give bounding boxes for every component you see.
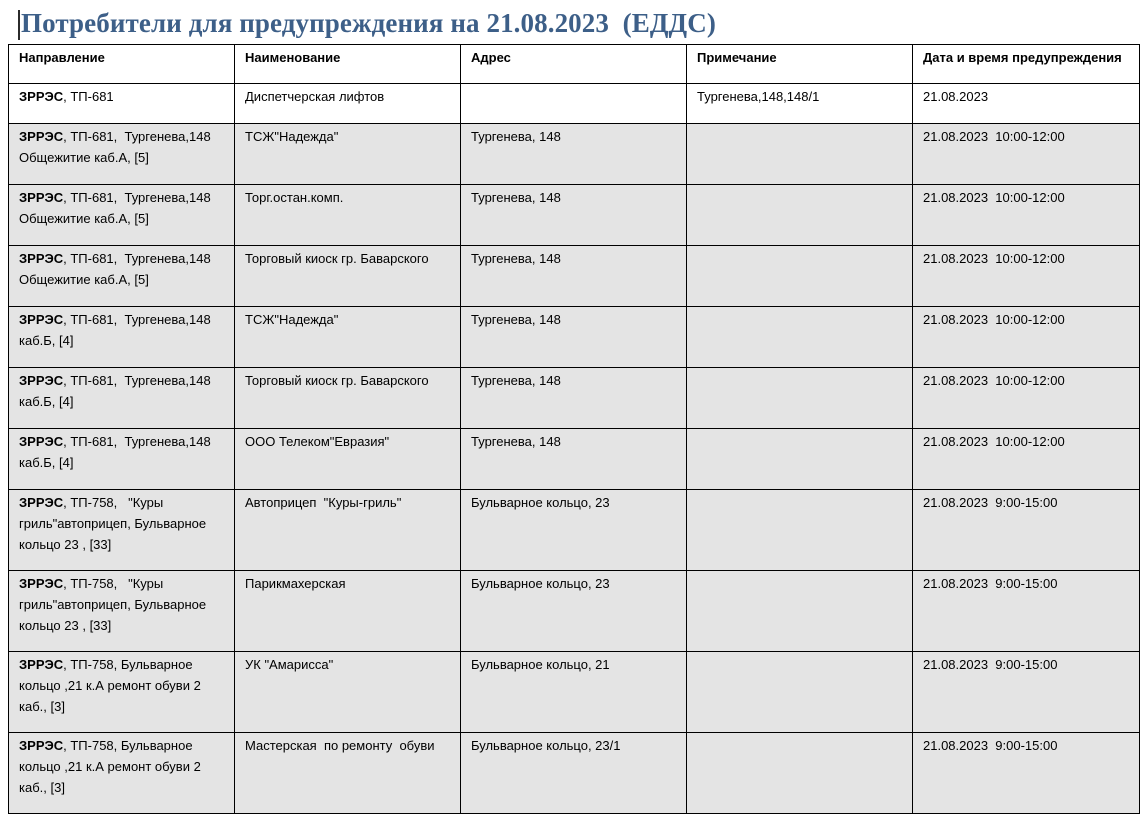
table-row (9, 571, 1140, 652)
address-cell: Бульварное кольцо, 23/1 (461, 733, 687, 814)
address-cell: Тургенева, 148 (461, 185, 687, 246)
datetime-cell: 21.08.2023 10:00-12:00 (913, 124, 1140, 185)
column-header-address: Адрес (461, 45, 687, 84)
direction-network: ЗРРЭС (19, 576, 64, 591)
column-header-datetime: Дата и время предупреждения (913, 45, 1140, 84)
direction-cell (9, 571, 235, 652)
datetime-cell: 21.08.2023 9:00-15:00 (913, 571, 1140, 652)
table-row (9, 246, 1140, 307)
direction-details: , ТП-681, Тургенева,148 каб.Б, [4] (19, 373, 215, 409)
direction-network: ЗРРЭС (19, 434, 64, 449)
address-cell: Тургенева, 148 (461, 429, 687, 490)
direction-cell (9, 429, 235, 490)
direction-cell (9, 652, 235, 733)
datetime-cell: 21.08.2023 10:00-12:00 (913, 368, 1140, 429)
direction-network: ЗРРЭС (19, 657, 64, 672)
datetime-cell: 21.08.2023 (913, 84, 1140, 124)
name-cell: Парикмахерская (235, 571, 461, 652)
table-header-row (9, 45, 1140, 84)
direction-cell (9, 490, 235, 571)
note-cell (687, 571, 913, 652)
direction-cell (9, 246, 235, 307)
direction-network: ЗРРЭС (19, 312, 64, 327)
note-cell (687, 307, 913, 368)
column-header-direction: Направление (9, 45, 235, 84)
address-cell: Бульварное кольцо, 21 (461, 652, 687, 733)
direction-details: , ТП-681, Тургенева,148 Общежитие каб.А, [5] (19, 251, 215, 287)
direction-cell (9, 124, 235, 185)
address-cell: Тургенева, 148 (461, 124, 687, 185)
column-header-note: Примечание (687, 45, 913, 84)
datetime-cell: 21.08.2023 9:00-15:00 (913, 490, 1140, 571)
table-row (9, 652, 1140, 733)
datetime-cell: 21.08.2023 10:00-12:00 (913, 246, 1140, 307)
direction-cell (9, 185, 235, 246)
table-row (9, 368, 1140, 429)
direction-cell (9, 307, 235, 368)
table-row (9, 490, 1140, 571)
table-row (9, 307, 1140, 368)
document-title: Потребители для предупреждения на 21.08.2023 (ЕДДС) (21, 8, 716, 38)
direction-details: , ТП-681, Тургенева,148 каб.Б, [4] (19, 434, 215, 470)
note-cell (687, 490, 913, 571)
address-cell: Бульварное кольцо, 23 (461, 490, 687, 571)
name-cell: Мастерская по ремонту обуви (235, 733, 461, 814)
name-cell: Торг.остан.комп. (235, 185, 461, 246)
note-cell (687, 652, 913, 733)
note-cell (687, 185, 913, 246)
datetime-cell: 21.08.2023 9:00-15:00 (913, 733, 1140, 814)
direction-network: ЗРРЭС (19, 89, 64, 104)
direction-details: , ТП-681, Тургенева,148 Общежитие каб.А, [5] (19, 190, 215, 226)
note-cell (687, 124, 913, 185)
direction-cell (9, 84, 235, 124)
table-row (9, 429, 1140, 490)
name-cell: ТСЖ"Надежда" (235, 124, 461, 185)
direction-cell (9, 368, 235, 429)
name-cell: Торговый киоск гр. Баварского (235, 246, 461, 307)
direction-details: , ТП-758, "Куры гриль"автоприцеп, Бульварное кольцо 23 , [33] (19, 495, 210, 552)
direction-details: , ТП-758, Бульварное кольцо ,21 к.А ремонт обуви 2 каб., [3] (19, 657, 205, 714)
table-row (9, 185, 1140, 246)
direction-network: ЗРРЭС (19, 495, 64, 510)
direction-network: ЗРРЭС (19, 738, 64, 753)
column-header-name: Наименование (235, 45, 461, 84)
direction-details: , ТП-681, Тургенева,148 каб.Б, [4] (19, 312, 215, 348)
table-row (9, 124, 1140, 185)
direction-details: , ТП-758, "Куры гриль"автоприцеп, Бульварное кольцо 23 , [33] (19, 576, 210, 633)
name-cell: УК "Амарисса" (235, 652, 461, 733)
direction-network: ЗРРЭС (19, 251, 64, 266)
direction-network: ЗРРЭС (19, 129, 64, 144)
direction-network: ЗРРЭС (19, 373, 64, 388)
note-cell (687, 246, 913, 307)
direction-details: , ТП-681 (63, 89, 114, 104)
note-cell (687, 429, 913, 490)
name-cell: ООО Телеком"Евразия" (235, 429, 461, 490)
datetime-cell: 21.08.2023 10:00-12:00 (913, 307, 1140, 368)
direction-details: , ТП-758, Бульварное кольцо ,21 к.А ремонт обуви 2 каб., [3] (19, 738, 205, 795)
address-cell: Бульварное кольцо, 23 (461, 571, 687, 652)
note-cell (687, 368, 913, 429)
name-cell: ТСЖ"Надежда" (235, 307, 461, 368)
direction-network: ЗРРЭС (19, 190, 64, 205)
direction-details: , ТП-681, Тургенева,148 Общежитие каб.А, [5] (19, 129, 215, 165)
datetime-cell: 21.08.2023 10:00-12:00 (913, 429, 1140, 490)
table-row (9, 733, 1140, 814)
address-cell: Тургенева, 148 (461, 246, 687, 307)
name-cell: Автоприцеп "Куры-гриль" (235, 490, 461, 571)
note-cell: Тургенева,148,148/1 (687, 84, 913, 124)
datetime-cell: 21.08.2023 10:00-12:00 (913, 185, 1140, 246)
address-cell: Тургенева, 148 (461, 307, 687, 368)
datetime-cell: 21.08.2023 9:00-15:00 (913, 652, 1140, 733)
address-cell (461, 84, 687, 124)
note-cell (687, 733, 913, 814)
text-cursor (18, 10, 20, 40)
direction-cell (9, 733, 235, 814)
name-cell: Торговый киоск гр. Баварского (235, 368, 461, 429)
address-cell: Тургенева, 148 (461, 368, 687, 429)
name-cell: Диспетчерская лифтов (235, 84, 461, 124)
consumers-table (8, 44, 1140, 814)
table-row (9, 84, 1140, 124)
